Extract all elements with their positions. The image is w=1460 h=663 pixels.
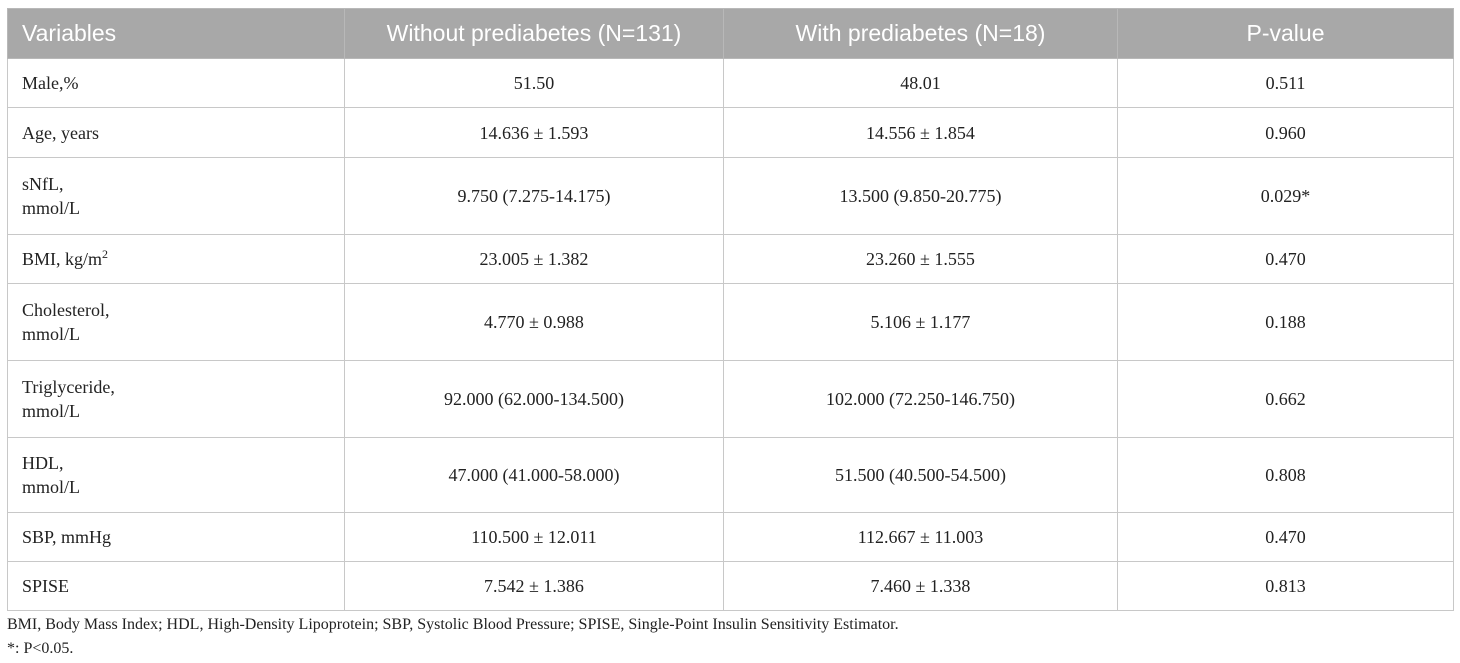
header-with-prediabetes: With prediabetes (N=18)	[724, 9, 1118, 59]
abbreviations-footnote: BMI, Body Mass Index; HDL, High-Density Lipoprotein; SBP, Systolic Blood Pressure; SPISE, Single-Point Insulin Sensitivity Estimator.	[7, 616, 899, 633]
variable-cell	[8, 284, 345, 361]
with-prediabetes-cell: 13.500 (9.850-20.775)	[724, 158, 1118, 235]
variable-cell: Male,%	[8, 59, 345, 108]
without-prediabetes-cell: 9.750 (7.275-14.175)	[345, 158, 724, 235]
without-prediabetes-cell: 4.770 ± 0.988	[345, 284, 724, 361]
variable-line-1: Triglyceride,	[22, 377, 115, 397]
with-prediabetes-cell: 23.260 ± 1.555	[724, 235, 1118, 284]
with-prediabetes-cell: 102.000 (72.250-146.750)	[724, 361, 1118, 438]
variable-line-2: mmol/L	[22, 324, 80, 344]
without-prediabetes-cell: 14.636 ± 1.593	[345, 108, 724, 158]
with-prediabetes-cell: 14.556 ± 1.854	[724, 108, 1118, 158]
table-footnotes	[7, 613, 1453, 661]
table-row	[8, 438, 1454, 513]
table-row	[8, 158, 1454, 235]
variable-cell: SPISE	[8, 562, 345, 611]
without-prediabetes-cell: 92.000 (62.000-134.500)	[345, 361, 724, 438]
without-prediabetes-cell: 51.50	[345, 59, 724, 108]
variable-line-1: HDL,	[22, 453, 64, 473]
variable-text: BMI, kg/m	[22, 249, 103, 269]
variable-line-2: mmol/L	[22, 198, 80, 218]
p-value-cell: 0.808	[1118, 438, 1454, 513]
variable-line-2: mmol/L	[22, 401, 80, 421]
header-row	[8, 9, 1454, 59]
table-row	[8, 284, 1454, 361]
variable-line-1: Cholesterol,	[22, 300, 110, 320]
data-table-container	[7, 8, 1453, 611]
p-value-cell: 0.960	[1118, 108, 1454, 158]
table-row	[8, 108, 1454, 158]
table-row	[8, 361, 1454, 438]
with-prediabetes-cell: 51.500 (40.500-54.500)	[724, 438, 1118, 513]
variable-cell	[8, 158, 345, 235]
p-value-cell: 0.470	[1118, 235, 1454, 284]
p-value-cell: 0.662	[1118, 361, 1454, 438]
variable-cell	[8, 235, 345, 284]
variable-cell	[8, 438, 345, 513]
variable-cell	[8, 361, 345, 438]
variable-cell: Age, years	[8, 108, 345, 158]
prediabetes-comparison-table	[7, 8, 1454, 611]
variable-superscript: 2	[102, 247, 109, 261]
header-without-prediabetes: Without prediabetes (N=131)	[345, 9, 724, 59]
without-prediabetes-cell: 47.000 (41.000-58.000)	[345, 438, 724, 513]
with-prediabetes-cell: 5.106 ± 1.177	[724, 284, 1118, 361]
without-prediabetes-cell: 7.542 ± 1.386	[345, 562, 724, 611]
table-row	[8, 513, 1454, 562]
table-row	[8, 562, 1454, 611]
p-value-cell: 0.188	[1118, 284, 1454, 361]
p-value-cell: 0.029*	[1118, 158, 1454, 235]
p-value-cell: 0.470	[1118, 513, 1454, 562]
without-prediabetes-cell: 23.005 ± 1.382	[345, 235, 724, 284]
table-body	[8, 59, 1454, 611]
with-prediabetes-cell: 112.667 ± 11.003	[724, 513, 1118, 562]
with-prediabetes-cell: 48.01	[724, 59, 1118, 108]
without-prediabetes-cell: 110.500 ± 12.011	[345, 513, 724, 562]
header-p-value: P-value	[1118, 9, 1454, 59]
p-value-cell: 0.813	[1118, 562, 1454, 611]
with-prediabetes-cell: 7.460 ± 1.338	[724, 562, 1118, 611]
table-row	[8, 235, 1454, 284]
p-value-cell: 0.511	[1118, 59, 1454, 108]
significance-footnote: *: P<0.05.	[7, 640, 74, 657]
header-variables: Variables	[8, 9, 345, 59]
table-header	[8, 9, 1454, 59]
table-row	[8, 59, 1454, 108]
variable-line-1: sNfL,	[22, 174, 64, 194]
variable-cell: SBP, mmHg	[8, 513, 345, 562]
variable-line-2: mmol/L	[22, 477, 80, 497]
